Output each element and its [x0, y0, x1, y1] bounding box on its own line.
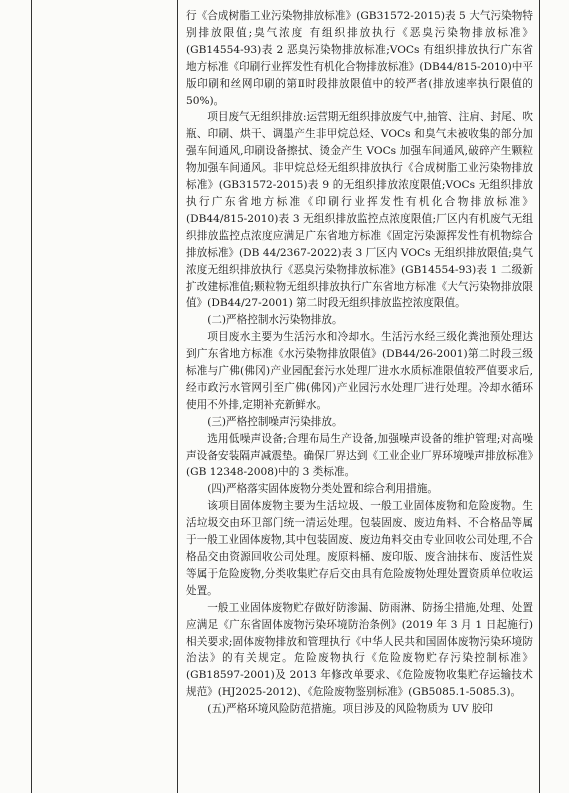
table-content-cell — [186, 8, 533, 718]
section-heading-noise: (三)严格控制噪声污染排放。 — [207, 415, 343, 428]
section-heading-water: (二)严格控制水污染物排放。 — [207, 314, 343, 327]
paragraph-fugitive-emissions: 项目废气无组织排放:运营期无组织排放废气中,抽管、注肩、封尾、吹瓶、印刷、烘干、调墨产生非甲烷总烃、VOCs 和臭气未被收集的部分加强车间通风,印刷设备擦拭、烫金产生 VOCs 加强车间通风,破碎产生颗粒物加强车间通风。非甲烷总烃无组织排放执行《合成树脂工业污染物排放标准》(GB31572-2015)表 9 的无组织排放浓度限值;VOCs 无组织排放执行广东省地方标准《印刷行业挥发性有机化合物排放标准》(DB44/815-2010)表 3 无组织排放监控点浓度限值;厂区内有机废气无组织排放监控点浓度应满足广东省地方标准《固定污染源挥发性有机物综合排放标准》(DB 44/2367-2022)表 3 厂区内 VOCs 无组织排放限值;臭气浓度无组织排放执行《恶臭污染物排放标准》(GB14554-93)表 1 二级新扩改建标准值;颗粒物无组织排放执行广东省地方标准《大气污染物排放限值》(DB44/27-2001) 第二时段无组织排放监控浓度限值。 — [186, 111, 533, 310]
paragraph-emission-standards: 行《合成树脂工业污染物排放标准》(GB31572-2015)表 5 大气污染物特别排放限值;臭气浓度 有组织排放执行《恶臭污染物排放标准》(GB14554-93)表 2 恶臭污染物排放标准;VOCs 有组织排放执行广东省地方标准《印刷行业挥发性有机化合物排放标准》(DB44/815-2010)中平版印刷和丝网印刷的第Ⅱ时段排放限值中的较严者(排放速率执行限值的 50%)。 — [186, 10, 533, 107]
table-left-column — [31, 0, 178, 793]
section-heading-solid-waste: (四)严格落实固体废物分类处置和综合利用措施。 — [207, 483, 438, 496]
section-heading-risk: (五)严格环境风险防范措施。项目涉及的风险物质为 UV 胶印 — [207, 703, 494, 716]
paragraph-wastewater: 项目废水主要为生活污水和冷却水。生活污水经三级化粪池预处理达到广东省地方标准《水污染物排放限值》(DB44/26-2001)第二时段三级标准与广佛(佛冈)产业园配套污水处理厂进水水质标准限值较严值要求后,经市政污水管网引至广佛(佛冈)产业园污水处理厂进行处理。冷却水循环使用不外排,定期补充新鲜水。 — [186, 331, 533, 411]
paragraph-solid-waste: 该项目固体废物主要为生活垃圾、一般工业固体废物和危险废物。生活垃圾交由环卫部门统一清运处理。包装固废、废边角料、不合格品等属于一般工业固体废物,其中包装固废、废边角料交由专业回收公司处理,不合格品交由资源回收公司处理。废原料桶、废印版、废含油抹布、废活性炭等属于危险废物,分类收集贮存后交由具有危险废物处理处置资质单位收运处置。 — [186, 500, 533, 597]
paragraph-noise: 选用低噪声设备;合理布局生产设备,加强噪声设备的维护管理;对高噪声设备安装隔声减震垫。确保厂界达到《工业企业厂界环境噪声排放标准》(GB 12348-2008)中的 3 类标准。 — [186, 432, 533, 479]
paragraph-waste-storage: 一般工业固体废物贮存做好防渗漏、防雨淋、防扬尘措施,处理、处置应满足《广东省固体废物污染环境防治条例》(2019 年 3 月 1 日起施行)相关要求;固体废物排放和管理执行《中华人民共和国固体废物污染环境防治法》的有关规定。危险废物执行《危险废物贮存污染控制标准》(GB18597-2001)及 2013 年修改单要求、《危险废物收集贮存运输技术规范》(HJ2025-2012)、《危险废物鉴别标准》(GB5085.1-5085.3)。 — [186, 601, 533, 699]
